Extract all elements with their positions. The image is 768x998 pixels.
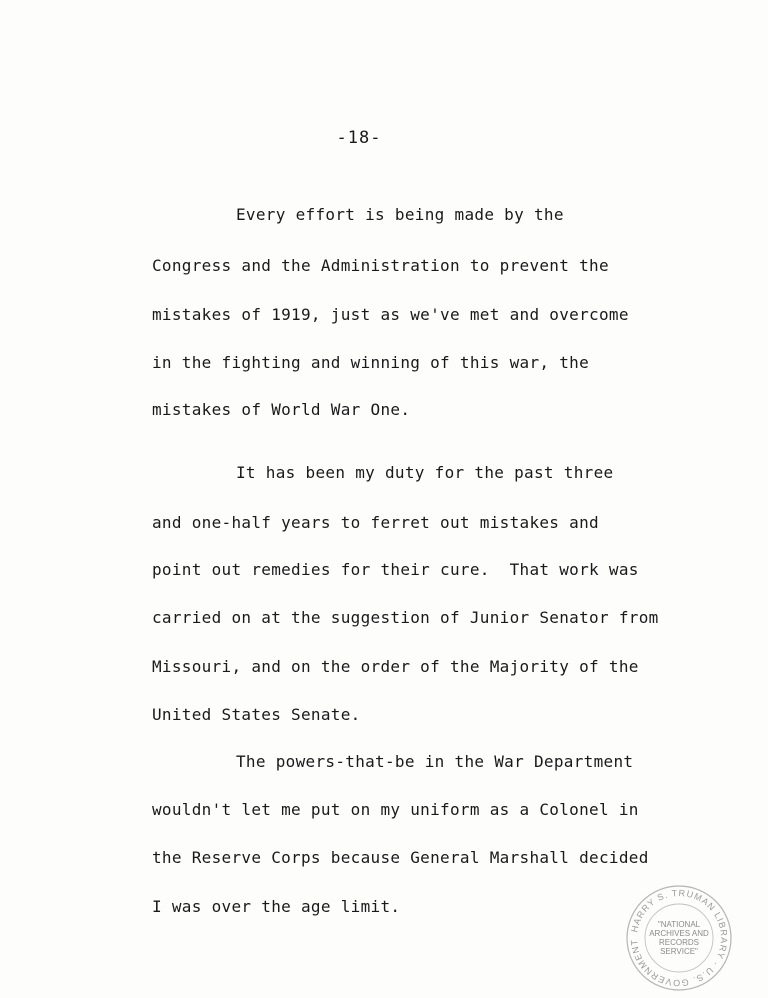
paragraph-2-line-3: point out remedies for their cure. That work was <box>152 560 639 579</box>
library-stamp <box>625 884 733 992</box>
stamp-center-line-1: "NATIONAL <box>657 920 701 929</box>
paragraph-2-line-5: Missouri, and on the order of the Majority of the <box>152 657 639 676</box>
paragraph-1-line-2: Congress and the Administration to prevent the <box>152 256 609 275</box>
paragraph-2-line-1: It has been my duty for the past three <box>236 463 614 482</box>
paragraph-1-line-1: Every effort is being made by the <box>236 205 564 224</box>
paragraph-3-line-1: The powers-that-be in the War Department <box>236 752 634 771</box>
paragraph-3-line-3: the Reserve Corps because General Marshall decided <box>152 848 649 867</box>
stamp-center-line-4: SERVICE" <box>660 947 698 956</box>
paragraph-2-line-2: and one-half years to ferret out mistakes and <box>152 513 599 532</box>
paragraph-2-line-6: United States Senate. <box>152 705 361 724</box>
paragraph-2-line-4: carried on at the suggestion of Junior Senator from <box>152 608 659 627</box>
paragraph-1-line-4: in the fighting and winning of this war, the <box>152 353 590 372</box>
stamp-ring-text: HARRY S. TRUMAN LIBRARY · U.S. GOVERNMENT <box>628 887 730 989</box>
stamp-center-line-3: RECORDS <box>658 938 699 947</box>
paragraph-1-line-5: mistakes of World War One. <box>152 400 411 419</box>
stamp-center-line-2: ARCHIVES AND <box>649 929 709 938</box>
paragraph-1-line-3: mistakes of 1919, just as we've met and overcome <box>152 305 629 324</box>
page-number: -18- <box>336 128 382 148</box>
paragraph-3-line-4: I was over the age limit. <box>152 897 401 916</box>
paragraph-3-line-2: wouldn't let me put on my uniform as a Colonel in <box>152 800 639 819</box>
